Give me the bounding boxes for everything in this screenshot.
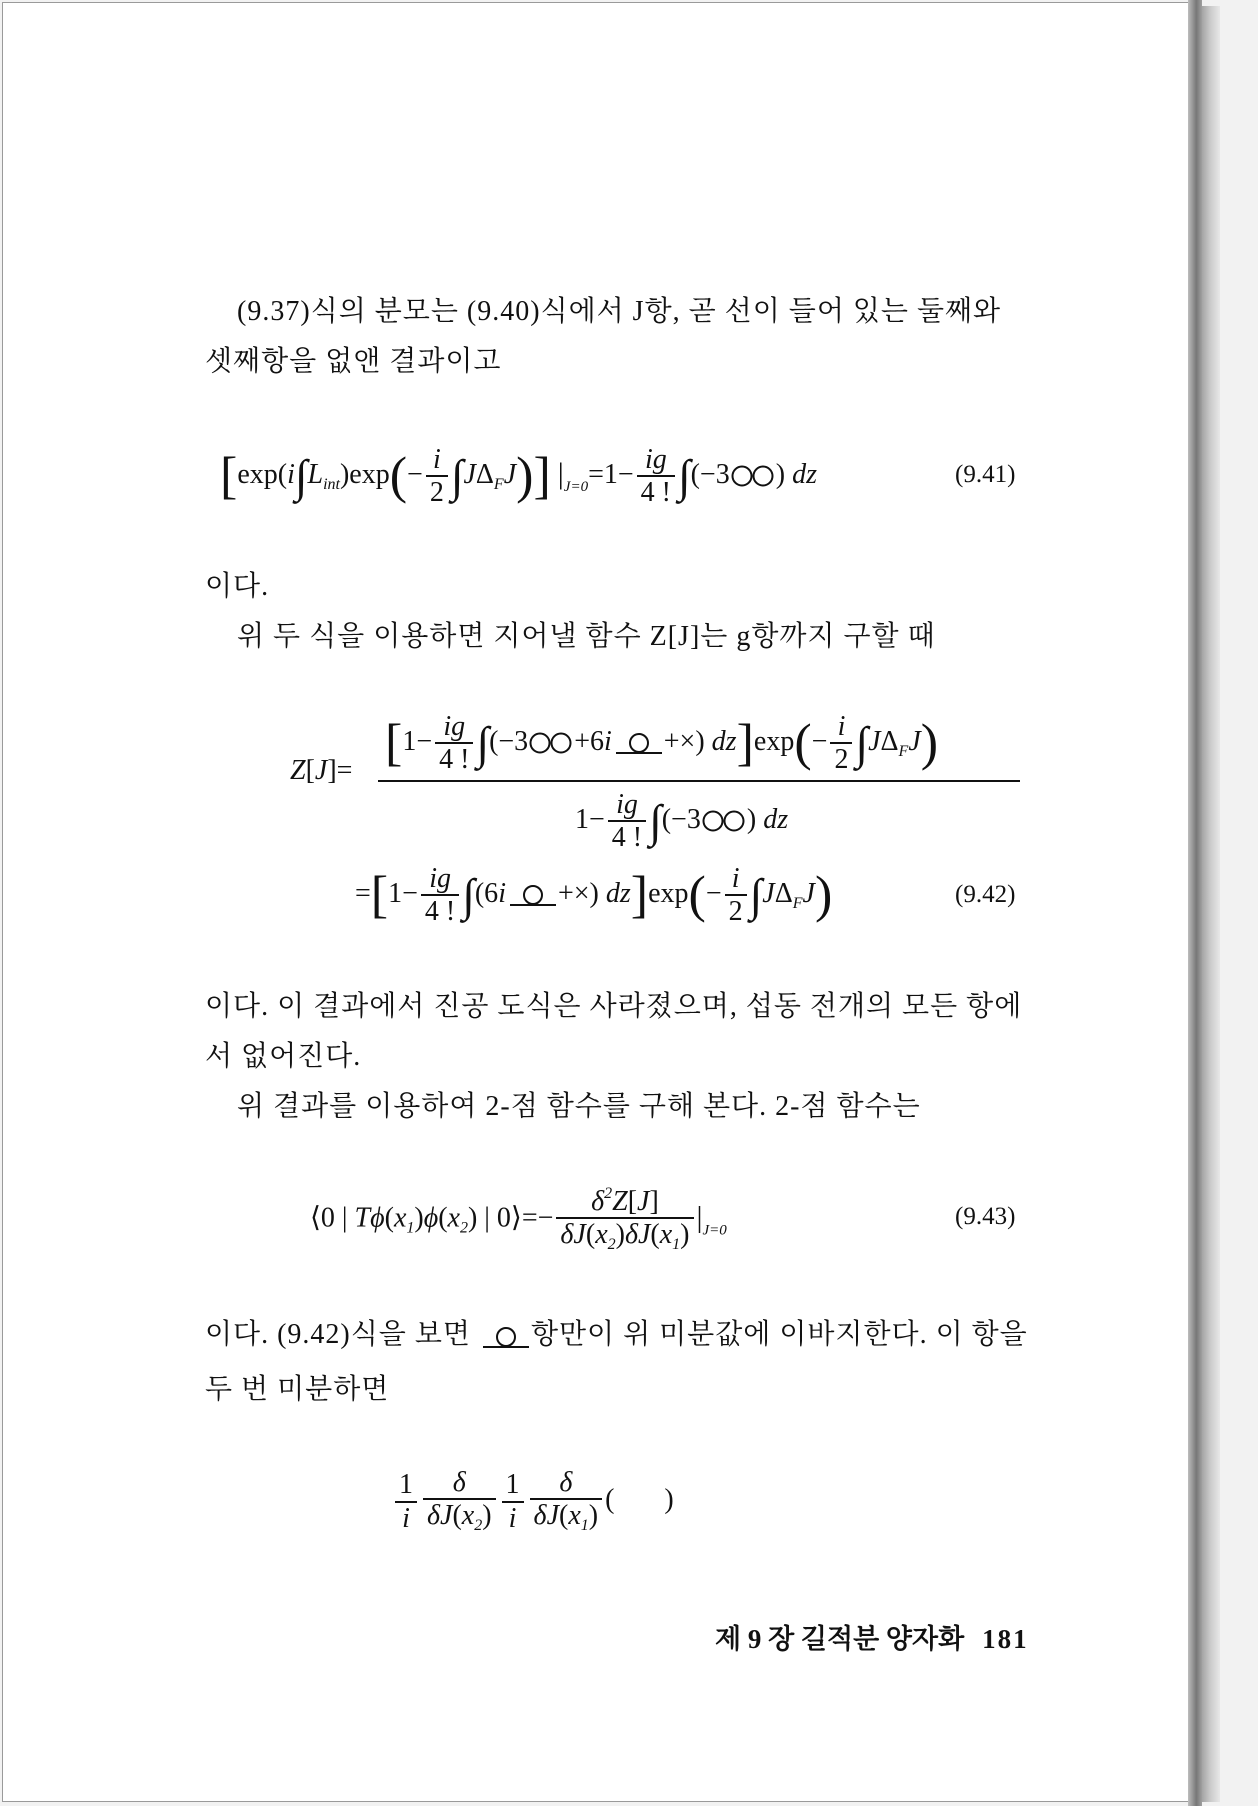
paragraph-4-line-1-end: 항만이 위 미분값에 이바지한다. 이 항을 (530, 1319, 1028, 1350)
paragraph-1-line-2: 셋째항을 없앤 결과이고 (205, 346, 502, 377)
equation-number-9-42: (9.42) (955, 881, 1016, 908)
paragraph-2-line-1: 이다. (205, 571, 270, 602)
equation-9-42-denominator: 1− $\frac{ig}{4 !}$ ∫(−3 ) dz (575, 789, 789, 854)
equation-9-43: ⟨0 | $T\phi(x_1)\phi(x_2)$ | 0⟩=− $\frac{\delta^2Z[J]}{\delta J(x_2)\delta J(x_1)}$ $|_{J=0}$ (310, 1185, 727, 1254)
paragraph-3-line-3: 위 결과를 이용하여 2-점 함수를 구해 본다. 2-점 함수는 (237, 1091, 921, 1122)
second-derivative-expression: $\frac{1}{i}$ $\frac{\delta}{\delta J(x_2)}$ $\frac{1}{i}$ $\frac{\delta}{\delta J(x_1)}$ ( ) (392, 1468, 674, 1535)
fraction-bar (378, 780, 1020, 782)
tadpole-loop-diagram-icon (508, 882, 558, 908)
paragraph-4-line-2: 두 번 미분하면 (205, 1374, 390, 1405)
figure-eight-vacuum-diagram-icon (730, 465, 776, 487)
paragraph-1-line-1: (9.37)식의 분모는 (9.40)식에서 J항, 곧 선이 들어 있는 둘째와 (237, 296, 1002, 327)
equation-9-42-numerator: [1− $\frac{ig}{4 !}$ ∫(−3 +6i +×) dz]exp(− $\frac{i}{2}$ $\int J\Delta_FJ$) (385, 711, 939, 776)
chapter-title: 제 9 장 길적분 양자화 (715, 1624, 965, 1654)
page-edge-shadow (1200, 6, 1220, 1802)
running-footer (715, 1617, 1029, 1656)
equation-number-9-41: (9.41) (955, 461, 1016, 488)
paragraph-3-line-2: 서 없어진다. (205, 1041, 362, 1072)
paragraph-4-line-1 (205, 1310, 1055, 1360)
equation-9-42-result: =[1− $\frac{ig}{4 !}$ ∫(6i +×) dz]exp(− $\frac{i}{2}$ $\int J\Delta_FJ$) (355, 863, 833, 928)
paragraph-3-line-1: 이다. 이 결과에서 진공 도식은 사라졌으며, 섭동 전개의 모든 항에 (205, 991, 1023, 1022)
paragraph-2-line-2: 위 두 식을 이용하면 지어낼 함수 Z[J]는 g항까지 구할 때 (237, 621, 936, 652)
page-number: 181 (982, 1624, 1029, 1654)
paragraph-4-line-1-start: 이다. (9.42)식을 보면 (205, 1319, 471, 1350)
tadpole-loop-diagram-icon (614, 730, 664, 756)
equation-9-41: [$\exp(i\int L_{int})\exp(-$ $\frac{i}{2}$ $\int J\Delta_FJ$)] $|_{J=0}=1-$ $\frac{ig}{4 !}$ ∫(−3 ) dz (220, 444, 817, 509)
book-binding-edge (1188, 0, 1202, 1806)
equation-number-9-43: (9.43) (955, 1203, 1016, 1230)
figure-eight-vacuum-diagram-icon (528, 732, 574, 754)
figure-eight-vacuum-diagram-icon (701, 810, 747, 832)
tadpole-loop-diagram-icon (481, 1324, 531, 1350)
generating-functional-label: Z[J]= (290, 755, 353, 786)
